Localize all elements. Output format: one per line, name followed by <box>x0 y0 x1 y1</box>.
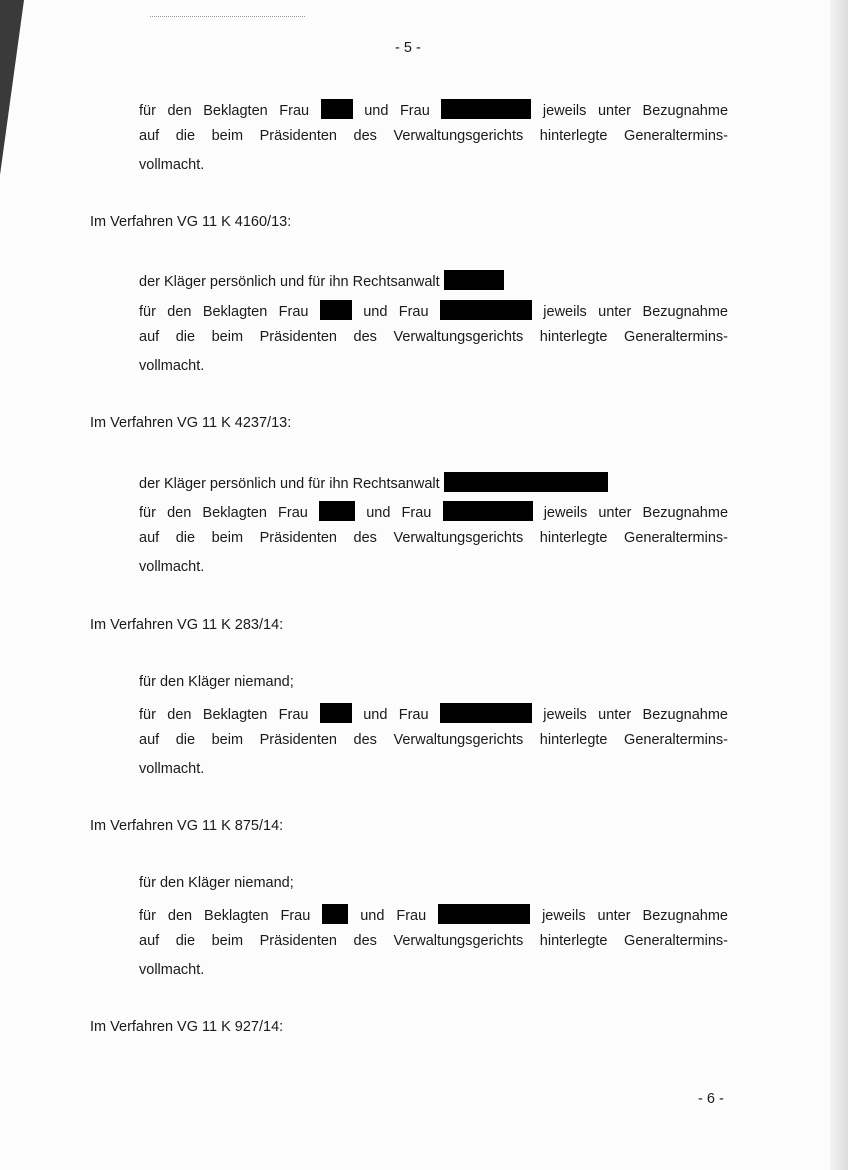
redaction-block <box>441 99 531 119</box>
intro-line-1: für den Beklagten Frau und Frau jeweils unter Bezugnahme <box>139 99 728 119</box>
reference-line-end: vollmacht. <box>139 962 205 978</box>
reference-line: auf die beim Präsidenten des Verwaltungsgerichts hinterlegte Generaltermins- <box>139 329 728 345</box>
header-rule <box>150 16 305 17</box>
defendant-line: für den Beklagten Frau und Frau jeweils unter Bezugnahme <box>139 501 728 521</box>
reference-line: auf die beim Präsidenten des Verwaltungsgerichts hinterlegte Generaltermins- <box>139 530 728 546</box>
reference-line-end: vollmacht. <box>139 358 205 374</box>
case-heading: Im Verfahren VG 11 K 4237/13: <box>90 415 292 431</box>
redaction-block <box>320 300 352 320</box>
reference-line: auf die beim Präsidenten des Verwaltungsgerichts hinterlegte Generaltermins- <box>139 732 728 748</box>
plaintiff-line: der Kläger persönlich und für ihn Rechtsanwalt <box>139 270 504 290</box>
case-heading: Im Verfahren VG 11 K 875/14: <box>90 818 284 834</box>
redaction-block <box>321 99 353 119</box>
plaintiff-line: für den Kläger niemand; <box>139 875 294 891</box>
reference-line: auf die beim Präsidenten des Verwaltungsgerichts hinterlegte Generaltermins- <box>139 933 728 949</box>
page-number-top: - 5 - <box>395 40 421 56</box>
redaction-block <box>440 300 532 320</box>
defendant-line: für den Beklagten Frau und Frau jeweils unter Bezugnahme <box>139 300 728 320</box>
redaction-block <box>319 501 355 521</box>
defendant-line: für den Beklagten Frau und Frau jeweils unter Bezugnahme <box>139 904 728 924</box>
redaction-block <box>320 703 352 723</box>
case-heading: Im Verfahren VG 11 K 4160/13: <box>90 214 292 230</box>
page-edge <box>830 0 848 1170</box>
defendant-line: für den Beklagten Frau und Frau jeweils unter Bezugnahme <box>139 703 728 723</box>
scan-shadow-corner <box>0 0 24 175</box>
redaction-block <box>438 904 530 924</box>
case-heading: Im Verfahren VG 11 K 283/14: <box>90 617 284 633</box>
intro-line-2: auf die beim Präsidenten des Verwaltungsgerichts hinterlegte Generaltermins- <box>139 128 728 144</box>
redaction-block <box>444 270 504 290</box>
reference-line-end: vollmacht. <box>139 559 205 575</box>
redaction-block <box>322 904 348 924</box>
intro-line-3: vollmacht. <box>139 157 205 173</box>
plaintiff-line: für den Kläger niemand; <box>139 674 294 690</box>
plaintiff-line: der Kläger persönlich und für ihn Rechtsanwalt <box>139 472 608 492</box>
page-number-bottom: - 6 - <box>698 1091 724 1107</box>
redaction-block <box>440 703 532 723</box>
redaction-block <box>443 501 533 521</box>
redaction-block <box>444 472 608 492</box>
case-heading: Im Verfahren VG 11 K 927/14: <box>90 1019 284 1035</box>
reference-line-end: vollmacht. <box>139 761 205 777</box>
